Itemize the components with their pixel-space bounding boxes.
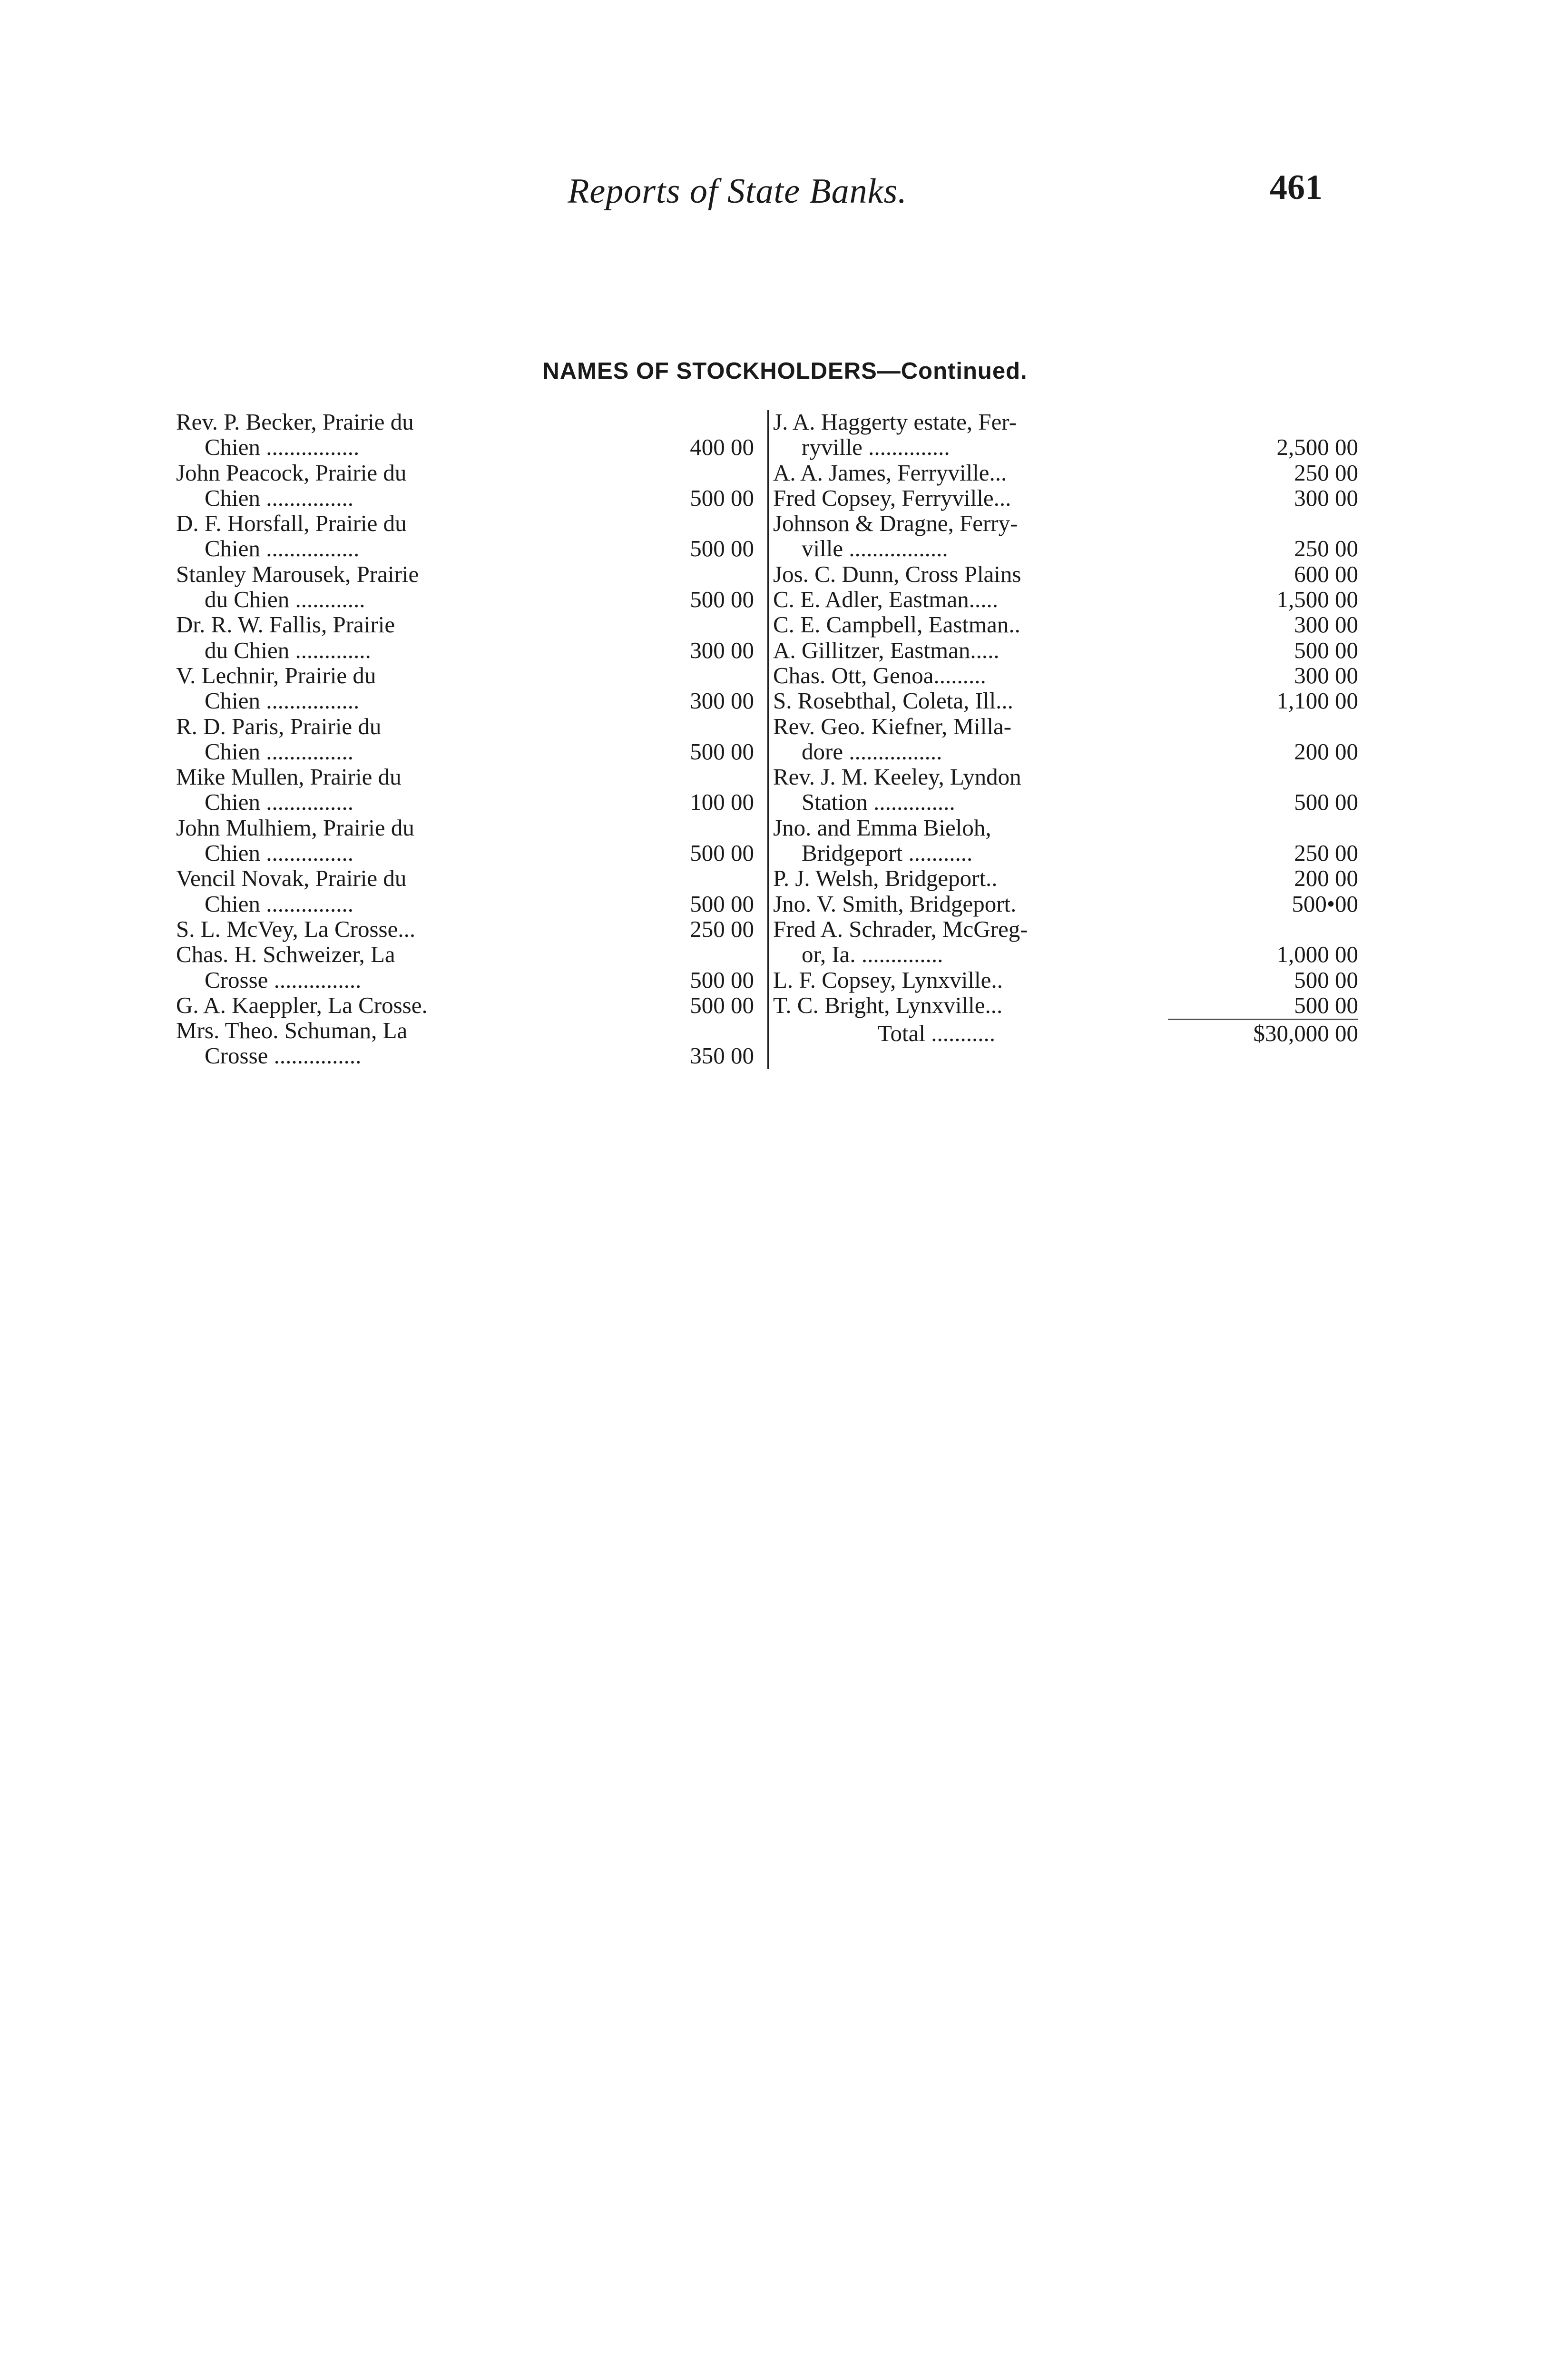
stockholder-entry	[176, 993, 754, 1018]
stockholder-name: J. A. Haggerty estate, Fer-	[773, 409, 1017, 435]
stockholder-entry-continuation	[176, 967, 754, 993]
stockholder-entry	[773, 612, 1358, 637]
share-amount: 500 00	[690, 890, 754, 917]
running-header: Reports of State Banks.	[568, 172, 907, 211]
stockholder-entry-continuation	[176, 891, 754, 916]
stockholder-location: du Chien ............	[205, 586, 365, 613]
stockholder-entry-continuation	[773, 840, 1358, 865]
stockholder-entry	[176, 612, 754, 637]
stockholder-entry-continuation	[176, 485, 754, 511]
stockholders-left-column	[176, 409, 754, 1069]
stockholder-entry	[773, 561, 1358, 587]
stockholder-name: Jos. C. Dunn, Cross Plains	[773, 560, 1021, 587]
stockholder-name: Dr. R. W. Fallis, Prairie	[176, 611, 395, 638]
stockholder-location: du Chien .............	[205, 637, 371, 663]
stockholder-entry-continuation	[176, 739, 754, 764]
share-amount: 250 00	[1294, 459, 1358, 486]
stockholder-name: Mrs. Theo. Schuman, La	[176, 1017, 408, 1044]
stockholder-name: G. A. Kaeppler, La Crosse.	[176, 992, 428, 1018]
stockholder-entry	[176, 764, 754, 789]
share-amount: 500 00	[690, 992, 754, 1018]
stockholder-entry	[176, 511, 754, 536]
share-amount: 250 00	[1294, 535, 1358, 562]
stockholder-entry-continuation	[773, 789, 1358, 815]
stockholder-entry-continuation	[176, 840, 754, 865]
share-amount: 500 00	[1294, 992, 1358, 1018]
share-amount: 350 00	[690, 1042, 754, 1069]
stockholder-entry-continuation	[773, 942, 1358, 967]
stockholder-entry-continuation	[176, 688, 754, 713]
stockholder-name: Jno. V. Smith, Bridgeport.	[773, 890, 1017, 917]
stockholder-location: ryville ..............	[802, 434, 950, 461]
share-amount: 500 00	[1294, 637, 1358, 663]
stockholder-location: Chien ...............	[205, 890, 354, 917]
stockholder-entry-continuation	[176, 536, 754, 561]
share-amount: 200 00	[1294, 865, 1358, 892]
stockholder-entry	[176, 1018, 754, 1043]
stockholder-entry	[773, 460, 1358, 485]
share-amount: 300 00	[1294, 662, 1358, 688]
share-amount: 1,000 00	[1276, 941, 1358, 968]
stockholder-name: Mike Mullen, Prairie du	[176, 764, 402, 790]
share-amount: 500 00	[690, 738, 754, 765]
stockholder-location: Crosse ...............	[205, 966, 362, 993]
share-amount: 1,100 00	[1276, 688, 1358, 714]
stockholder-name: C. E. Adler, Eastman.....	[773, 586, 998, 613]
share-amount: 500 00	[690, 586, 754, 613]
stockholder-location: Chien ................	[205, 434, 360, 461]
stockholder-entry	[773, 967, 1358, 993]
stockholder-entry	[176, 942, 754, 967]
stockholder-name: Rev. J. M. Keeley, Lyndon	[773, 764, 1021, 790]
stockholder-name: Chas. H. Schweizer, La	[176, 941, 395, 968]
share-amount: 600 00	[1294, 560, 1358, 587]
stockholder-name: S. Rosebthal, Coleta, Ill...	[773, 688, 1013, 714]
share-amount: 500 00	[690, 840, 754, 866]
stockholder-name: Johnson & Dragne, Ferry-	[773, 510, 1018, 537]
share-amount: 500 00	[1294, 966, 1358, 993]
share-amount: 500 00	[690, 484, 754, 511]
stockholder-entry-continuation	[773, 536, 1358, 561]
stockholder-name: A. A. James, Ferryville...	[773, 459, 1007, 486]
stockholder-entry	[176, 815, 754, 840]
stockholder-entry	[773, 688, 1358, 713]
column-divider	[767, 410, 769, 1069]
stockholder-location: Crosse ...............	[205, 1042, 362, 1069]
stockholder-entry	[176, 460, 754, 485]
share-amount: 500 00	[690, 966, 754, 993]
stockholder-entry	[773, 891, 1358, 916]
total-row	[773, 1021, 1358, 1046]
stockholder-location: Bridgeport ...........	[802, 840, 973, 866]
stockholder-name: Fred A. Schrader, McGreg-	[773, 915, 1028, 942]
stockholder-name: V. Lechnir, Prairie du	[176, 662, 376, 688]
share-amount: 100 00	[690, 789, 754, 816]
stockholder-name: Rev. P. Becker, Prairie du	[176, 409, 414, 435]
stockholder-name: L. F. Copsey, Lynxville..	[773, 966, 1003, 993]
share-amount: 200 00	[1294, 738, 1358, 765]
stockholder-entry-continuation	[176, 1043, 754, 1068]
stockholder-location: Chien ...............	[205, 484, 354, 511]
share-amount: 300 00	[1294, 484, 1358, 511]
total-amount: $30,000 00	[1253, 1020, 1358, 1047]
stockholder-location: Chien ...............	[205, 738, 354, 765]
stockholder-entry-continuation	[176, 434, 754, 460]
stockholder-entry	[176, 409, 754, 434]
stockholder-entry-continuation	[176, 789, 754, 815]
stockholder-name: P. J. Welsh, Bridgeport..	[773, 865, 998, 892]
stockholder-name: A. Gillitzer, Eastman.....	[773, 637, 1000, 663]
stockholder-entry	[773, 587, 1358, 612]
stockholder-entry	[773, 764, 1358, 789]
stockholder-entry	[773, 409, 1358, 434]
stockholder-name: T. C. Bright, Lynxville...	[773, 992, 1003, 1018]
share-amount: 500 00	[690, 535, 754, 562]
stockholder-entry	[176, 714, 754, 739]
share-amount: 1,500 00	[1276, 586, 1358, 613]
page-number: 461	[1270, 168, 1323, 207]
stockholder-name: D. F. Horsfall, Prairie du	[176, 510, 407, 537]
stockholder-entry-continuation	[773, 739, 1358, 764]
stockholder-location: or, Ia. ..............	[802, 941, 943, 968]
stockholder-entry	[773, 485, 1358, 511]
stockholder-entry-continuation	[176, 587, 754, 612]
stockholder-entry	[773, 865, 1358, 891]
stockholder-name: Rev. Geo. Kiefner, Milla-	[773, 713, 1012, 739]
stockholder-entry	[176, 865, 754, 891]
stockholder-name: Jno. and Emma Bieloh,	[773, 814, 991, 841]
stockholder-name: C. E. Campbell, Eastman..	[773, 611, 1020, 638]
share-amount: 250 00	[1294, 840, 1358, 866]
stockholder-entry	[773, 638, 1358, 663]
share-amount: 500•00	[1292, 890, 1358, 917]
stockholder-location: ville .................	[802, 535, 948, 562]
stockholder-entry-continuation	[773, 434, 1358, 460]
total-rule	[1168, 1019, 1358, 1020]
stockholder-name: S. L. McVey, La Crosse...	[176, 915, 416, 942]
stockholder-entry	[176, 916, 754, 942]
stockholder-name: Vencil Novak, Prairie du	[176, 865, 407, 892]
stockholder-entry	[773, 993, 1358, 1018]
stockholder-name: John Peacock, Prairie du	[176, 459, 407, 486]
share-amount: 2,500 00	[1276, 434, 1358, 461]
stockholder-entry-continuation	[176, 638, 754, 663]
stockholder-entry	[773, 916, 1358, 942]
stockholder-name: Fred Copsey, Ferryville...	[773, 484, 1011, 511]
stockholder-entry	[176, 561, 754, 587]
stockholder-name: R. D. Paris, Prairie du	[176, 713, 382, 739]
stockholder-location: dore ................	[802, 738, 942, 765]
share-amount: 400 00	[690, 434, 754, 461]
stockholder-name: Chas. Ott, Genoa.........	[773, 662, 986, 688]
stockholder-name: John Mulhiem, Prairie du	[176, 814, 414, 841]
share-amount: 500 00	[1294, 789, 1358, 816]
stockholder-entry	[773, 714, 1358, 739]
section-heading: NAMES OF STOCKHOLDERS—Continued.	[542, 358, 1028, 384]
share-amount: 300 00	[690, 637, 754, 663]
total-label: Total ...........	[878, 1020, 995, 1047]
share-amount: 250 00	[690, 915, 754, 942]
stockholders-right-column	[773, 409, 1358, 1046]
stockholder-location: Station ..............	[802, 789, 955, 816]
stockholder-entry	[773, 815, 1358, 840]
stockholder-location: Chien ...............	[205, 789, 354, 816]
stockholder-location: Chien ................	[205, 688, 360, 714]
stockholder-location: Chien ...............	[205, 840, 354, 866]
share-amount: 300 00	[690, 688, 754, 714]
stockholder-entry	[176, 663, 754, 688]
stockholder-entry	[773, 663, 1358, 688]
stockholder-location: Chien ................	[205, 535, 360, 562]
share-amount: 300 00	[1294, 611, 1358, 638]
stockholder-name: Stanley Marousek, Prairie	[176, 560, 419, 587]
stockholder-entry	[773, 511, 1358, 536]
